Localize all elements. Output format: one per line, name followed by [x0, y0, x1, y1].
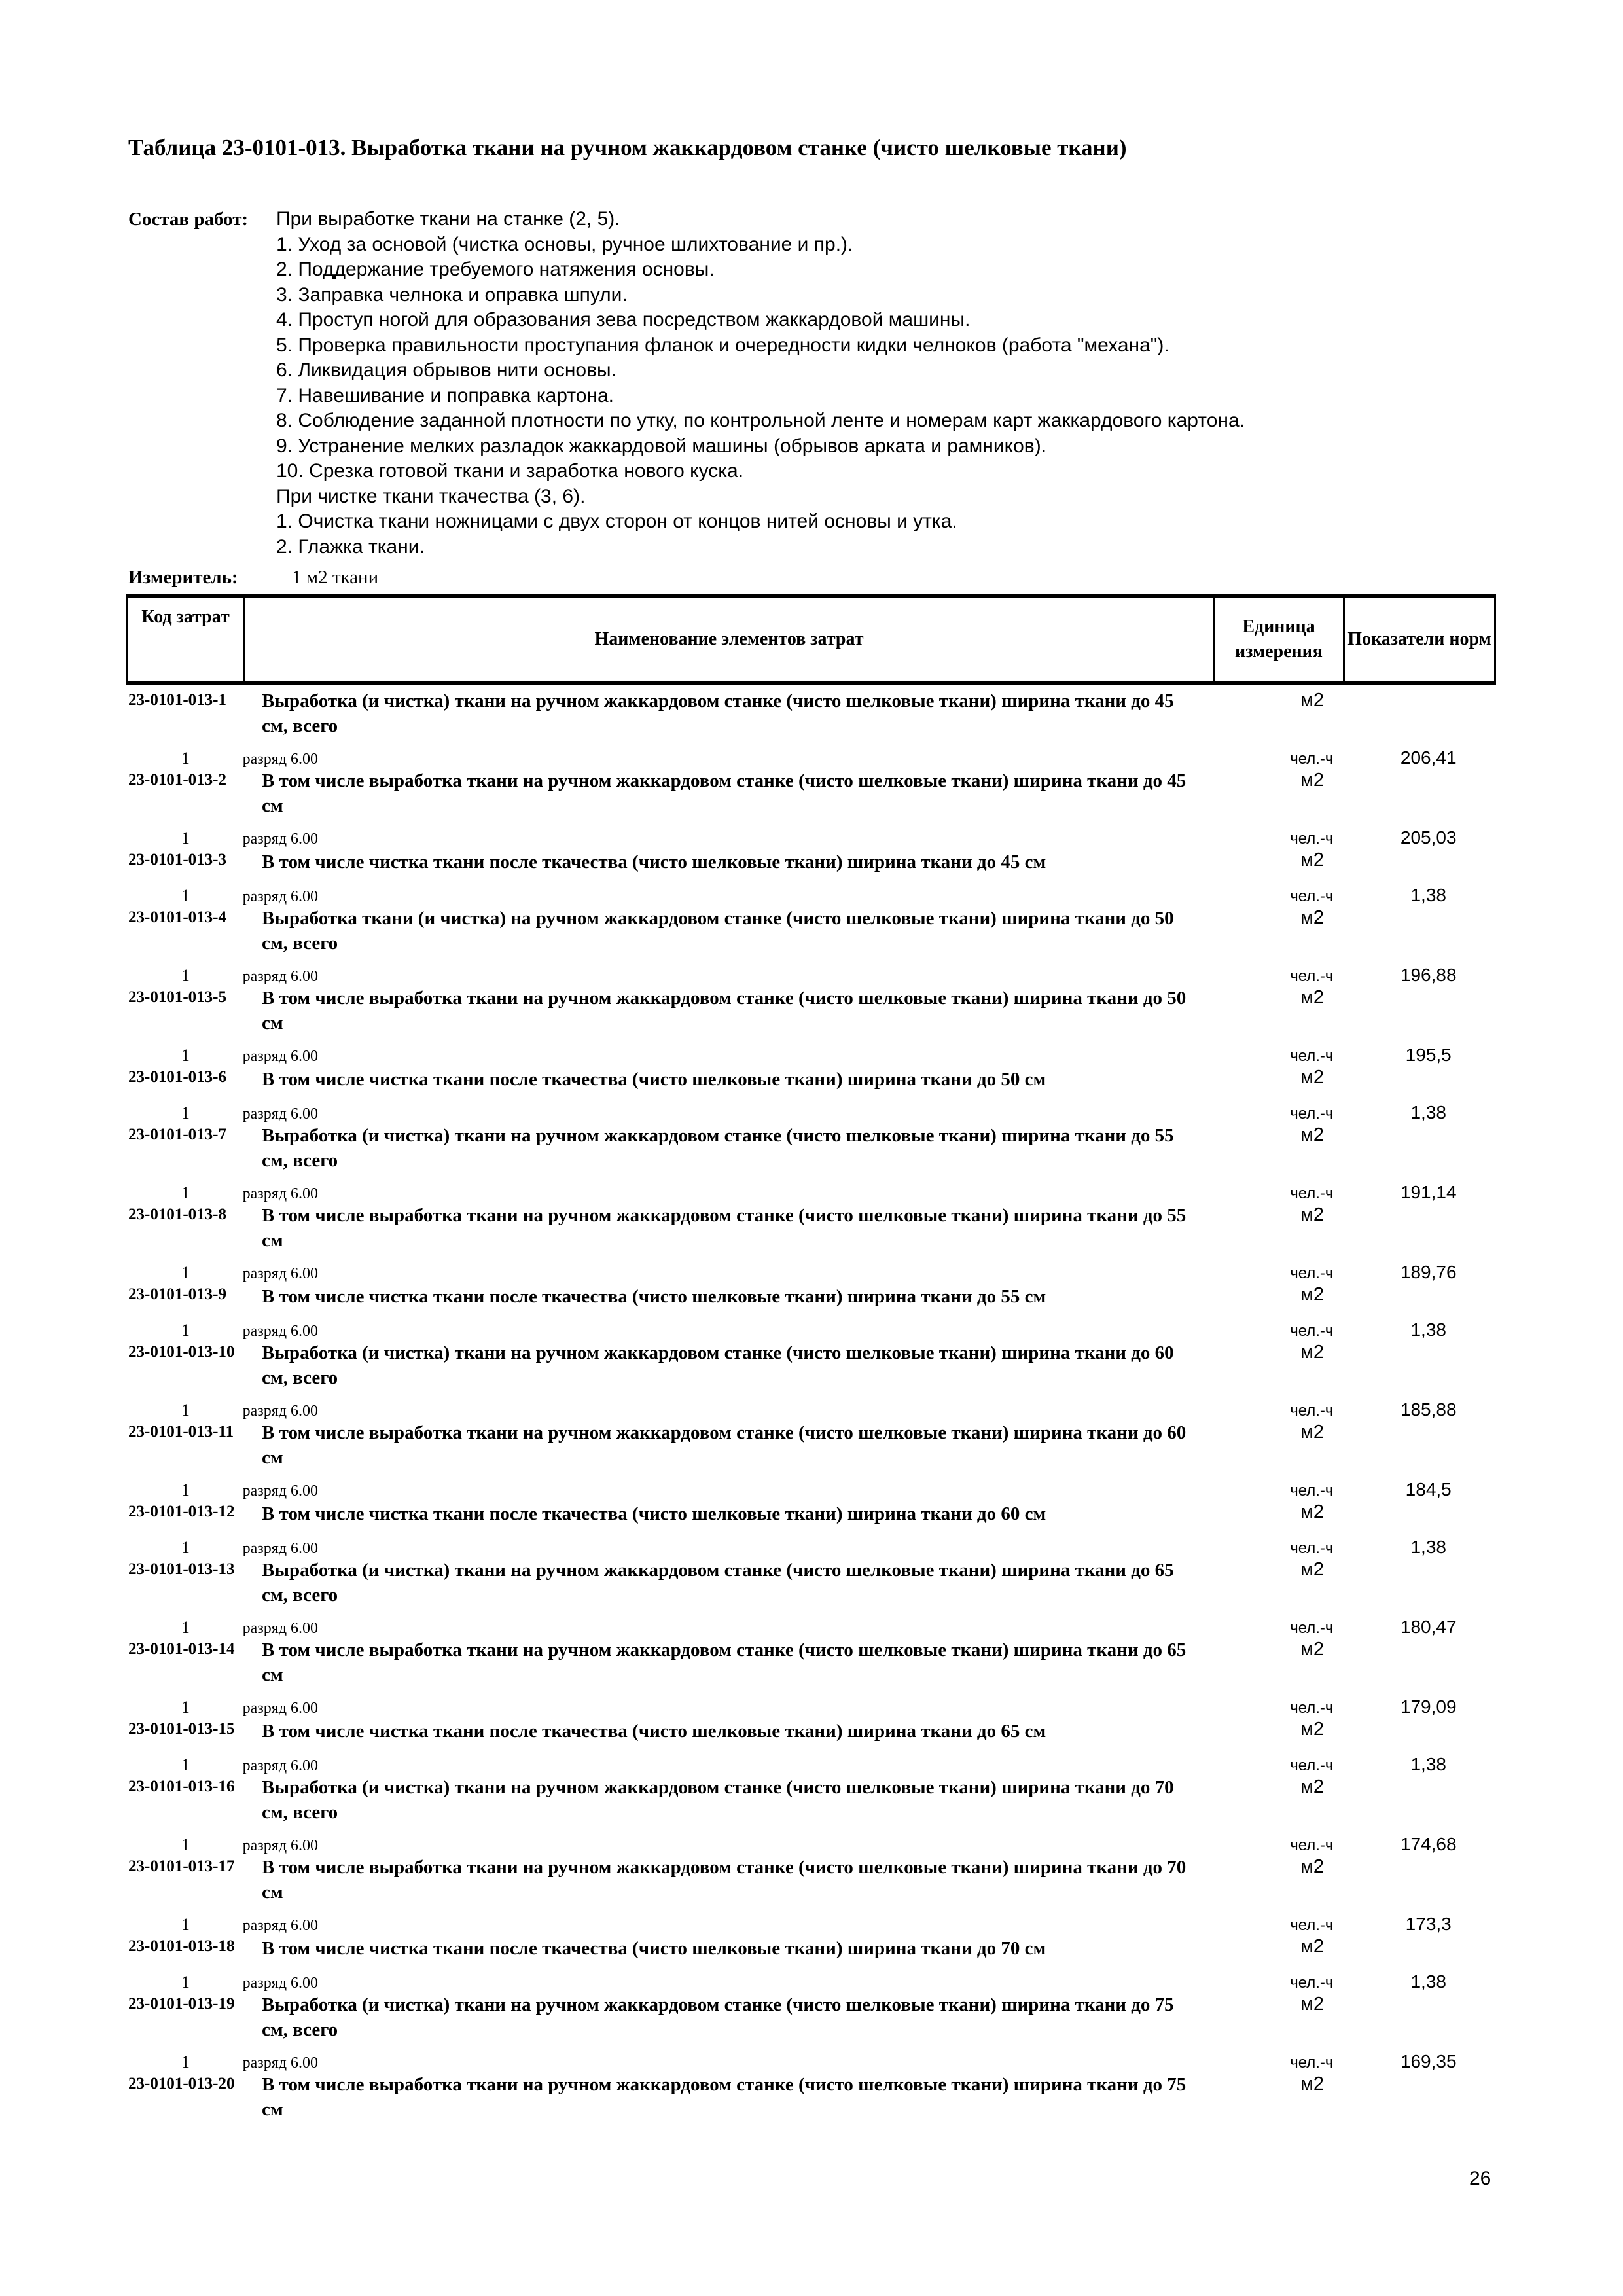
cost-description: В том числе чистка ткани после ткачества (чисто шелковые ткани) ширина ткани до 70 см: [262, 1938, 1046, 1959]
sub-unit: чел.-ч: [1290, 967, 1334, 985]
cost-code: 23-0101-013-4: [128, 908, 226, 926]
header-unit: Единица измерения: [1215, 598, 1345, 681]
header-code: Код затрат: [128, 598, 245, 681]
sub-label: разряд 6.00: [242, 1105, 319, 1122]
cost-code: 23-0101-013-5: [128, 988, 226, 1006]
meter-label: Измеритель:: [128, 567, 238, 588]
table-row: [128, 1638, 1496, 1717]
norm-value: 189,76: [1400, 1262, 1457, 1282]
work-composition: [128, 208, 1245, 561]
sub-unit: чел.-ч: [1290, 1699, 1334, 1717]
composition-line: [128, 410, 1245, 435]
sub-number: 1: [181, 1183, 190, 1202]
table-row: [128, 906, 1496, 986]
sub-label: разряд 6.00: [242, 1837, 319, 1854]
norm-value: 173,3: [1405, 1914, 1452, 1934]
unit: м2: [1300, 1936, 1325, 1957]
sub-number: 1: [181, 1103, 190, 1122]
unit: м2: [1300, 770, 1325, 791]
cost-code: 23-0101-013-13: [128, 1560, 235, 1578]
composition-text: 2. Поддержание требуемого натяжения основы.: [276, 259, 715, 280]
table-row: [128, 1203, 1496, 1283]
sub-label: разряд 6.00: [242, 1700, 319, 1717]
sub-number: 1: [181, 1835, 190, 1854]
unit: м2: [1300, 1559, 1325, 1580]
unit: м2: [1300, 1994, 1325, 2015]
sub-label: разряд 6.00: [242, 1482, 319, 1499]
cost-description: В том числе выработка ткани на ручном жаккардовом станке (чисто шелковые ткани) ширина ткани до 65 см: [262, 1640, 1186, 1685]
cost-description: В том числе выработка ткани на ручном жаккардовом станке (чисто шелковые ткани) ширина ткани до 75 см: [262, 2074, 1186, 2120]
sub-unit: чел.-ч: [1290, 1482, 1334, 1499]
norm-value: 191,14: [1400, 1182, 1457, 1202]
composition-line: [128, 385, 1245, 410]
sub-label: разряд 6.00: [242, 751, 319, 768]
norm-value: 1,38: [1410, 885, 1446, 905]
cost-description: Выработка (и чистка) ткани на ручном жаккардовом станке (чисто шелковые ткани) ширина ткани до 65 см, всего: [262, 1560, 1174, 1605]
norm-value: 206,41: [1400, 747, 1457, 768]
composition-line: [128, 208, 1245, 234]
unit: м2: [1300, 1501, 1325, 1522]
cost-code: 23-0101-013-11: [128, 1423, 234, 1441]
cost-description: В том числе чистка ткани после ткачества (чисто шелковые ткани) ширина ткани до 45 см: [262, 852, 1046, 872]
sub-unit: чел.-ч: [1290, 1322, 1334, 1340]
cost-code: 23-0101-013-1: [128, 691, 226, 709]
sub-label: разряд 6.00: [242, 888, 319, 905]
norm-value: 1,38: [1410, 1537, 1446, 1557]
cost-code: 23-0101-013-2: [128, 771, 226, 789]
sub-label: разряд 6.00: [242, 1975, 319, 1992]
sub-number: 1: [181, 749, 190, 768]
cost-code: 23-0101-013-20: [128, 2075, 235, 2092]
unit: м2: [1300, 1284, 1325, 1305]
cost-description: Выработка (и чистка) ткани на ручном жаккардовом станке (чисто шелковые ткани) ширина ткани до 70 см, всего: [262, 1777, 1174, 1823]
table-row: [128, 1855, 1496, 1935]
header-name: Наименование элементов затрат: [245, 598, 1215, 681]
meter: [128, 567, 378, 588]
sub-unit: чел.-ч: [1290, 1105, 1334, 1122]
sub-label: разряд 6.00: [242, 1757, 319, 1774]
sub-number: 1: [181, 1973, 190, 1992]
composition-line: [128, 259, 1245, 284]
composition-text: 10. Срезка готовой ткани и заработка нового куска.: [276, 460, 744, 482]
table-row: [128, 1935, 1496, 1992]
cost-code: 23-0101-013-7: [128, 1126, 226, 1143]
table-row: [128, 1340, 1496, 1420]
sub-unit: чел.-ч: [1290, 1837, 1334, 1854]
composition-text: 5. Проверка правильности проступания фланок и очередности кидки челноков (работа "механа").: [276, 334, 1169, 356]
cost-description: В том числе выработка ткани на ручном жаккардовом станке (чисто шелковые ткани) ширина ткани до 70 см: [262, 1857, 1186, 1903]
unit: м2: [1300, 1719, 1325, 1740]
composition-line: [128, 460, 1245, 486]
cost-code: 23-0101-013-10: [128, 1343, 235, 1361]
composition-text: 3. Заправка челнока и оправка шпули.: [276, 283, 628, 306]
composition-line: [128, 334, 1245, 360]
cost-description: В том числе чистка ткани после ткачества (чисто шелковые ткани) ширина ткани до 60 см: [262, 1503, 1046, 1524]
sub-unit: чел.-ч: [1290, 750, 1334, 768]
table-header: [126, 594, 1496, 685]
composition-text: При выработке ткани на станке (2, 5).: [276, 208, 620, 230]
meter-value: 1 м2 ткани: [292, 567, 379, 588]
unit: м2: [1300, 1067, 1325, 1088]
norm-value: 196,88: [1400, 965, 1457, 985]
sub-unit: чел.-ч: [1290, 1757, 1334, 1774]
unit: м2: [1300, 690, 1325, 711]
cost-description: В том числе чистка ткани после ткачества (чисто шелковые ткани) ширина ткани до 55 см: [262, 1286, 1046, 1307]
norm-value: 185,88: [1400, 1399, 1457, 1420]
table-row: [128, 1283, 1496, 1340]
composition-text: 8. Соблюдение заданной плотности по утку, по контрольной ленте и номерам карт жаккардового картона.: [276, 410, 1245, 431]
sub-unit: чел.-ч: [1290, 888, 1334, 905]
cost-description: Выработка (и чистка) ткани на ручном жаккардовом станке (чисто шелковые ткани) ширина ткани до 45 см, всего: [262, 691, 1174, 736]
composition-line: [128, 234, 1245, 259]
cost-code: 23-0101-013-16: [128, 1778, 235, 1795]
sub-number: 1: [181, 1263, 190, 1282]
composition-label: Состав работ:: [128, 209, 249, 230]
sub-number: 1: [181, 2053, 190, 2072]
composition-text: При чистке ткани ткачества (3, 6).: [276, 485, 586, 507]
composition-text: 1. Уход за основой (чистка основы, ручное шлихтование и пр.).: [276, 233, 853, 255]
table-row: [128, 1500, 1496, 1558]
sub-unit: чел.-ч: [1290, 1974, 1334, 1992]
page-number: 26: [1469, 2168, 1491, 2189]
norm-value: 205,03: [1400, 827, 1457, 848]
sub-label: разряд 6.00: [242, 968, 319, 985]
table-row: [128, 848, 1496, 906]
sub-label: разряд 6.00: [242, 1917, 319, 1934]
table-row: [128, 768, 1496, 848]
unit: м2: [1300, 2073, 1325, 2094]
sub-number: 1: [181, 1618, 190, 1637]
table-title: Таблица 23-0101-013. Выработка ткани на ручном жаккардовом станке (чисто шелковые ткани): [128, 135, 1127, 160]
sub-unit: чел.-ч: [1290, 1185, 1334, 1202]
unit: м2: [1300, 987, 1325, 1008]
cost-description: В том числе выработка ткани на ручном жаккардовом станке (чисто шелковые ткани) ширина ткани до 45 см: [262, 770, 1186, 816]
sub-unit: чел.-ч: [1290, 1916, 1334, 1934]
sub-number: 1: [181, 1401, 190, 1420]
unit: м2: [1300, 1422, 1325, 1443]
table-row: [128, 1717, 1496, 1775]
table-row: [128, 1775, 1496, 1855]
table-body: [128, 689, 1496, 2122]
table-row: [128, 1066, 1496, 1123]
composition-line: [128, 536, 1245, 562]
norm-value: 180,47: [1400, 1617, 1457, 1637]
cost-code: 23-0101-013-17: [128, 1857, 235, 1875]
sub-unit: чел.-ч: [1290, 1047, 1334, 1065]
sub-unit: чел.-ч: [1290, 1265, 1334, 1282]
sub-number: 1: [181, 1046, 190, 1065]
composition-text: 2. Глажка ткани.: [276, 535, 425, 558]
norm-value: 179,09: [1400, 1696, 1457, 1717]
composition-line: [128, 359, 1245, 385]
unit: м2: [1300, 1639, 1325, 1660]
sub-number: 1: [181, 1755, 190, 1774]
cost-description: В том числе чистка ткани после ткачества (чисто шелковые ткани) ширина ткани до 65 см: [262, 1721, 1046, 1742]
composition-text: 7. Навешивание и поправка картона.: [276, 384, 614, 406]
sub-label: разряд 6.00: [242, 1620, 319, 1637]
norm-value: 1,38: [1410, 1102, 1446, 1122]
composition-line: [128, 309, 1245, 334]
sub-label: разряд 6.00: [242, 1265, 319, 1282]
sub-label: разряд 6.00: [242, 831, 319, 848]
composition-line: [128, 511, 1245, 536]
norm-value: 1,38: [1410, 1754, 1446, 1774]
cost-description: В том числе чистка ткани после ткачества (чисто шелковые ткани) ширина ткани до 50 см: [262, 1069, 1046, 1090]
sub-label: разряд 6.00: [242, 1540, 319, 1557]
sub-label: разряд 6.00: [242, 1185, 319, 1202]
sub-label: разряд 6.00: [242, 2054, 319, 2072]
unit: м2: [1300, 1856, 1325, 1877]
composition-line: [128, 486, 1245, 511]
sub-label: разряд 6.00: [242, 1048, 319, 1065]
sub-unit: чел.-ч: [1290, 1539, 1334, 1557]
sub-number: 1: [181, 966, 190, 985]
sub-label: разряд 6.00: [242, 1403, 319, 1420]
sub-number: 1: [181, 1915, 190, 1934]
composition-line: [128, 284, 1245, 310]
unit: м2: [1300, 907, 1325, 928]
norm-value: 174,68: [1400, 1834, 1457, 1854]
sub-unit: чел.-ч: [1290, 2054, 1334, 2072]
cost-description: Выработка (и чистка) ткани на ручном жаккардовом станке (чисто шелковые ткани) ширина ткани до 75 см, всего: [262, 1994, 1174, 2040]
table-row: [128, 1558, 1496, 1638]
table-row: [128, 1420, 1496, 1500]
norm-value: 1,38: [1410, 1971, 1446, 1992]
cost-code: 23-0101-013-6: [128, 1068, 226, 1086]
sub-number: 1: [181, 886, 190, 905]
cost-description: В том числе выработка ткани на ручном жаккардовом станке (чисто шелковые ткани) ширина ткани до 60 см: [262, 1422, 1186, 1468]
sub-unit: чел.-ч: [1290, 1619, 1334, 1637]
sub-label: разряд 6.00: [242, 1323, 319, 1340]
unit: м2: [1300, 1342, 1325, 1363]
cost-code: 23-0101-013-15: [128, 1720, 235, 1738]
cost-description: В том числе выработка ткани на ручном жаккардовом станке (чисто шелковые ткани) ширина ткани до 55 см: [262, 1205, 1186, 1251]
norm-value: 169,35: [1400, 2051, 1457, 2072]
sub-unit: чел.-ч: [1290, 1402, 1334, 1420]
unit: м2: [1300, 1204, 1325, 1225]
sub-number: 1: [181, 1321, 190, 1340]
composition-text: 9. Устранение мелких разладок жаккардовой машины (обрывов арката и рамников).: [276, 435, 1047, 457]
table-row: [128, 2072, 1496, 2122]
composition-text: 1. Очистка ткани ножницами с двух сторон от концов нитей основы и утка.: [276, 511, 957, 532]
table-row: [128, 1992, 1496, 2072]
table-row: [128, 689, 1496, 768]
unit: м2: [1300, 1776, 1325, 1797]
table-row: [128, 1123, 1496, 1203]
cost-code: 23-0101-013-8: [128, 1206, 226, 1223]
sub-number: 1: [181, 1538, 190, 1557]
unit: м2: [1300, 1124, 1325, 1145]
unit: м2: [1300, 850, 1325, 870]
composition-line: [128, 435, 1245, 461]
sub-number: 1: [181, 829, 190, 848]
composition-text: 4. Проступ ногой для образования зева посредством жаккардовой машины.: [276, 309, 971, 331]
header-value: Показатели норм: [1347, 629, 1491, 649]
sub-number: 1: [181, 1480, 190, 1499]
cost-code: 23-0101-013-12: [128, 1503, 235, 1520]
cost-code: 23-0101-013-18: [128, 1937, 235, 1955]
table-row: [128, 986, 1496, 1066]
norm-value: 1,38: [1410, 1319, 1446, 1340]
norm-value: 184,5: [1405, 1479, 1452, 1499]
cost-code: 23-0101-013-14: [128, 1640, 235, 1658]
cost-description: В том числе выработка ткани на ручном жаккардовом станке (чисто шелковые ткани) ширина ткани до 50 см: [262, 988, 1186, 1033]
cost-description: Выработка (и чистка) ткани на ручном жаккардовом станке (чисто шелковые ткани) ширина ткани до 55 см, всего: [262, 1125, 1174, 1171]
cost-code: 23-0101-013-9: [128, 1285, 226, 1303]
cost-code: 23-0101-013-3: [128, 851, 226, 869]
norm-value: 195,5: [1405, 1045, 1452, 1065]
sub-number: 1: [181, 1698, 190, 1717]
composition-text: 6. Ликвидация обрывов нити основы.: [276, 359, 616, 381]
cost-description: Выработка (и чистка) ткани на ручном жаккардовом станке (чисто шелковые ткани) ширина ткани до 60 см, всего: [262, 1342, 1174, 1388]
cost-description: Выработка ткани (и чистка) на ручном жаккардовом станке (чисто шелковые ткани) ширина ткани до 50 см, всего: [262, 908, 1174, 954]
cost-code: 23-0101-013-19: [128, 1995, 235, 2013]
sub-unit: чел.-ч: [1290, 830, 1334, 848]
